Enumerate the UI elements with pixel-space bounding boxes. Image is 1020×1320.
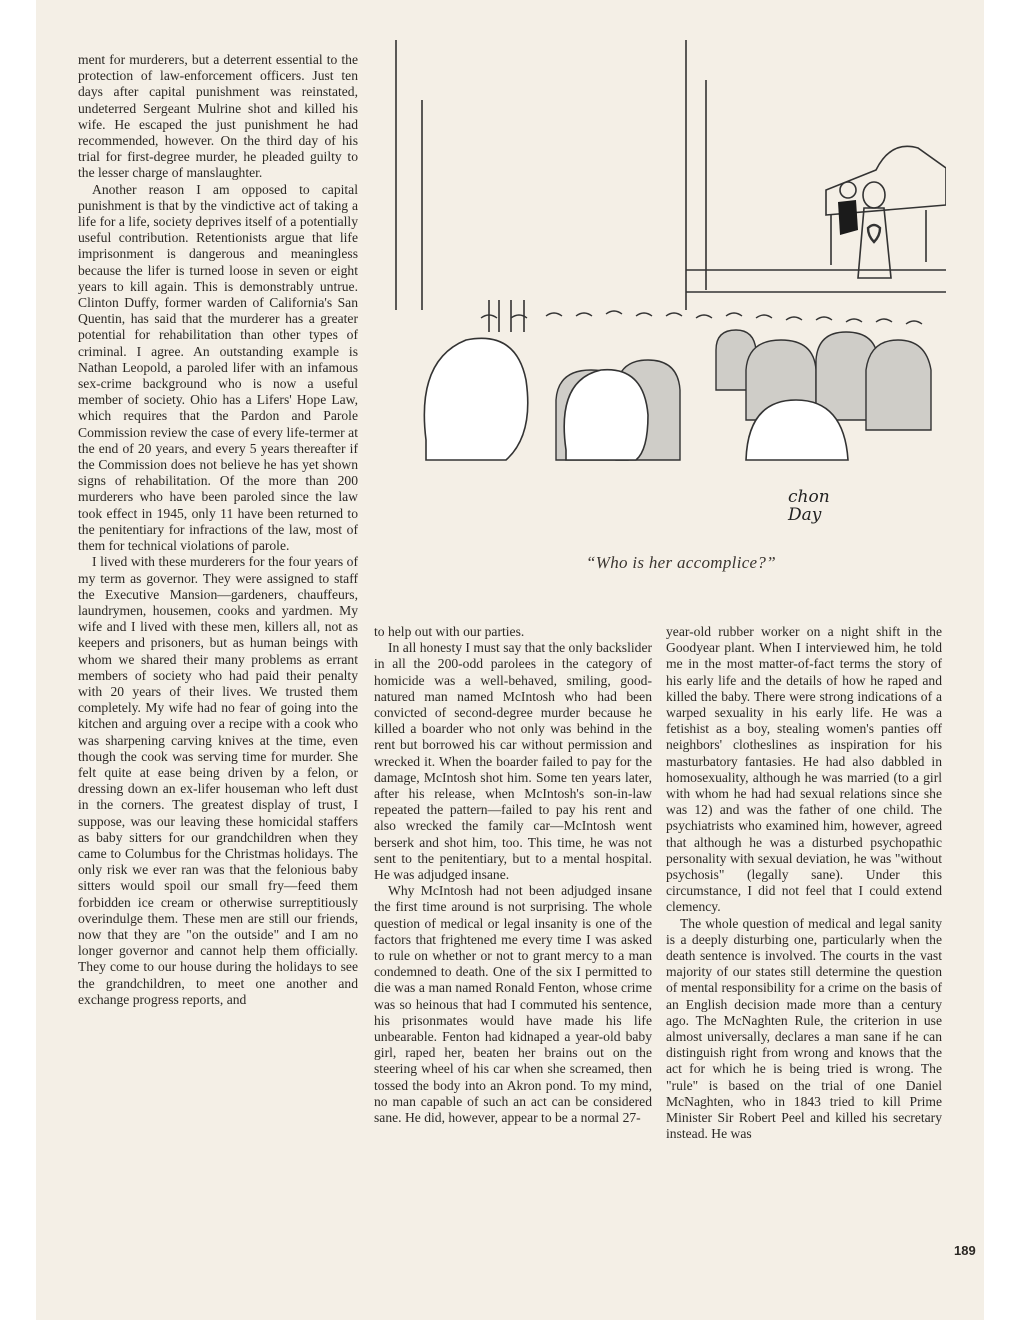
signature-line: Day: [788, 505, 822, 525]
paragraph: The whole question of medical and legal sanity is a deeply disturbing one, particularly when the death sentence is involved. The courts in the vast majority of our states still determine the question of mental responsibility for a crime on the basis of an English decision made more than a century ago. The McNaghten Rule, the criterion in use almost universally, declares a man sane if he can distinguish right from wrong and knows that the act for which he is being tried is wrong. The "rule" is based on the trial of one Daniel McNaghten, who in 1843 tried to kill Prime Minister Sir Robert Peel and killed his secretary instead. He was: [666, 915, 942, 1142]
cartoon-illustration: [386, 40, 946, 560]
paragraph: year-old rubber worker on a night shift in the Goodyear plant. When I interviewed him, he told me in the most matter-of-fact terms the story of his early life and the details of how he raped and killed the baby. There were strong indications of a warped sexuality in his early life. He was a fetishist as a boy, stealing women's panties off neighbors' clotheslines as inspiration for his masturbatory fantasies. He had also dabbled in homosexuality, although he was married (to a girl with whom he had had sexual relations since she was 12) and was the father of one child. The psychiatrists who examined him, however, agreed that although he was a disturbed psychopathic personality with sexual deviation, he was "without psychosis" (legally sane). Under this circumstance, I did not feel that I could extend clemency.: [666, 624, 942, 915]
article-column-1: [78, 52, 358, 1008]
paragraph: ment for murderers, but a deterrent essential to the protection of law-enforcement officers. Just ten days after capital punishment was reinstated, undeterred Sergeant Mulrine shot and killed his wife. He escaped the just punishment he had recommended, however. On the third day of his trial for first-degree murder, he pleaded guilty to the lesser charge of manslaughter.: [78, 52, 358, 181]
article-column-2: [374, 624, 652, 1126]
paragraph: Another reason I am opposed to capital punishment is that by the vindictive act of taking a life for a life, society deprives itself of a potentially useful contribution. Retentionists argue that life imprisonment is dangerous and meaningless because the lifer is turned loose in seven or eight years to kill again. This is demonstrably untrue. Clinton Duffy, former warden of California's San Quentin, has said that the murderer has a greater potential for rehabilitation than other types of criminal. I agree. An outstanding example is Nathan Leopold, a paroled lifer with an infamous sex-crime background who is now a useful member of society. Ohio has a Lifers' Hope Law, which requires that the Pardon and Parole Commission review the case of every life-termer at the end of 20 years, and every 5 years thereafter if the Commission does not believe he has yet shown signs of rehabilitation. Of the more than 200 murderers who have been paroled since the law took effect in 1945, only 11 have been returned to the penitentiary for infractions of the law, most of them for technical violations of parole.: [78, 181, 358, 554]
cartoon-caption: “Who is her accomplice?”: [586, 553, 776, 572]
magazine-page: [36, 0, 984, 1320]
paragraph: I lived with these murderers for the four years of my term as governor. They were assigned to staff the Executive Mansion—gardeners, chauffeurs, laundrymen, housemen, cooks and yardmen. My wife and I lived with these men, killers all, not as keepers and prisoners, but as human beings with whom we shared their many problems as errant members of society who had paid their penalty with 20 years of their lives. We trusted them completely. My wife had no fear of going into the kitchen and arguing over a recipe with a cook who was sharpening carving knives at the time, even though the cook was serving time for murder. She felt quite at ease being driven by a felon, or dressing down an ex-lifer houseman who left dust in the corners. The greatest display of trust, I suppose, was our leaving these homicidal staffers as baby sitters for our grandchildren when they came to Columbus for the Christmas holidays. The only risk we ever ran was that the felonious baby sitters would spoil our small fry—feed them forbidden ice cream or otherwise surreptitiously overindulge them. These men are still our friends, now that they are "on the outside" and I am no longer governor and cannot help them officially. They come to our house during the holidays to see the grandchildren, to meet one another and exchange progress reports, and: [78, 554, 358, 1007]
article-column-3: [666, 624, 942, 1143]
paragraph: Why McIntosh had not been adjudged insane the first time around is not surprising. The whole question of medical or legal insanity is one of the factors that frightened me every time I was asked to rule on whether or not to grant mercy to a man condemned to death. One of the six I permitted to die was a man named Ronald Fenton, whose crime was so heinous that had I commuted his sentence, his prisonmates would have made his life unbearable. Fenton had kidnaped a year-old baby girl, raped her, beaten her brains out on the steering wheel of his car when she screamed, then tossed the body into an Akron pond. To my mind, no man capable of such an act can be considered sane. He did, however, appear to be a normal 27-: [374, 883, 652, 1126]
page-number: 189: [954, 1243, 976, 1258]
paragraph: In all honesty I must say that the only backslider in all the 200-odd parolees in the category of homicide was a well-behaved, smiling, good-natured man named McIntosh who had been convicted of second-degree murder because he killed a boarder who not only was behind in the rent but borrowed his car without permission and wrecked it. When the boarder failed to pay for the damage, McIntosh shot him. Some ten years later, after his release, when McIntosh's son-in-law repeated the pattern—failed to pay his rent and also wrecked the family car—McIntosh went berserk and shot him, too. This time, he was not sent to the penitentiary, but to a mental hospital. He was adjudged insane.: [374, 640, 652, 883]
paragraph: to help out with our parties.: [374, 624, 525, 639]
signature-line: chon: [788, 487, 830, 507]
cartoonist-signature: [788, 488, 830, 524]
